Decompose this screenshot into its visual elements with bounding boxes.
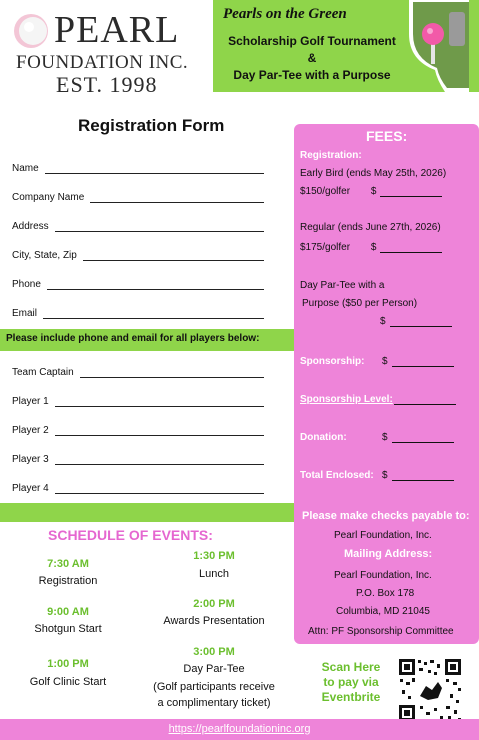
field-line[interactable]: [47, 279, 264, 290]
field-label: Name: [12, 163, 39, 174]
banner-title: Pearls on the Green: [223, 6, 347, 22]
field-line[interactable]: [55, 483, 264, 494]
event-name: Golf Clinic Start: [29, 676, 107, 688]
early-bird-price-row[interactable]: [300, 186, 442, 197]
address-line-4: Attn: PF Sponsorship Committee: [308, 626, 454, 637]
event-time: 1:00 PM: [47, 658, 89, 670]
banner-line-2: &: [307, 51, 317, 65]
field-label: City, State, Zip: [12, 250, 77, 261]
banner-line-1: Scholarship Golf Tournament: [228, 34, 396, 48]
address-line-3: Columbia, MD 21045: [336, 606, 430, 617]
day-partee-label-2: Purpose ($50 per Person): [302, 298, 418, 309]
field-label: Address: [12, 221, 49, 232]
field-line[interactable]: [43, 308, 264, 319]
form-title: Registration Form: [78, 116, 225, 135]
field-label: Player 4: [12, 483, 49, 494]
amount-line[interactable]: [392, 357, 454, 367]
field-line[interactable]: [45, 163, 264, 174]
payee: Pearl Foundation, Inc.: [334, 530, 432, 541]
field-label: Player 3: [12, 454, 49, 465]
event-note: a complimentary ticket): [157, 697, 271, 709]
dollar-sign: $: [382, 356, 388, 367]
name-field[interactable]: [12, 158, 264, 174]
dollar-sign: $: [382, 470, 388, 481]
scan-to-pay: [306, 660, 396, 705]
field-line[interactable]: [55, 454, 264, 465]
player-3-field[interactable]: [12, 449, 264, 465]
field-line[interactable]: [55, 425, 264, 436]
dollar-sign: $: [382, 432, 388, 443]
city-state-zip-field[interactable]: [12, 245, 264, 261]
players-note: Please include phone and email for all players below:: [6, 333, 260, 344]
field-line[interactable]: [55, 221, 264, 232]
event-time: 2:00 PM: [193, 598, 235, 610]
field-label: Player 1: [12, 396, 49, 407]
dollar-sign: $: [380, 316, 386, 327]
regular-price: $175/golfer: [300, 242, 351, 253]
sponsorship-amount-row[interactable]: [382, 356, 454, 367]
scan-line-3: Eventbrite: [321, 690, 381, 704]
event-time: 9:00 AM: [47, 606, 89, 618]
logo-established: EST. 1998: [56, 72, 158, 97]
address-field[interactable]: [12, 216, 264, 232]
early-bird-price: $150/golfer: [300, 186, 351, 197]
event-time: 3:00 PM: [193, 646, 235, 658]
field-line[interactable]: [55, 396, 264, 407]
sponsorship-level-row[interactable]: [390, 394, 456, 405]
team-captain-field[interactable]: [12, 362, 264, 378]
address-line-1: Pearl Foundation, Inc.: [334, 570, 432, 581]
field-line[interactable]: [80, 367, 264, 378]
qr-code-icon[interactable]: [398, 658, 462, 722]
event-note: (Golf participants receive: [153, 681, 275, 693]
fees-title: FEES:: [366, 128, 408, 144]
logo-subtitle: FOUNDATION INC.: [16, 52, 189, 73]
fees-panel: [294, 124, 479, 644]
player-2-field[interactable]: [12, 420, 264, 436]
field-label: Team Captain: [12, 367, 74, 378]
scan-line-1: Scan Here: [321, 660, 381, 674]
field-label: Company Name: [12, 192, 85, 203]
event-name: Awards Presentation: [163, 615, 265, 627]
checks-note: Please make checks payable to:: [302, 510, 470, 522]
players-note-bar: [0, 329, 294, 351]
amount-line[interactable]: [380, 187, 442, 197]
company-name-field[interactable]: [12, 187, 264, 203]
amount-line[interactable]: [392, 471, 454, 481]
logo-title: PEARL: [54, 9, 180, 51]
donation-label: Donation:: [300, 432, 347, 443]
early-bird-label: Early Bird (ends May 25th, 2026): [300, 168, 447, 179]
day-partee-amount-row[interactable]: [380, 316, 452, 327]
golf-ball-photo: [405, 0, 469, 92]
event-time: 1:30 PM: [193, 550, 235, 562]
amount-line[interactable]: [394, 395, 456, 405]
email-field[interactable]: [12, 303, 264, 319]
regular-price-row[interactable]: [300, 242, 442, 253]
field-label: Phone: [12, 279, 41, 290]
phone-field[interactable]: [12, 274, 264, 290]
day-partee-label-1: Day Par-Tee with a: [300, 280, 385, 291]
total-label: Total Enclosed:: [300, 470, 374, 481]
field-label: Email: [12, 308, 38, 319]
amount-line[interactable]: [392, 433, 454, 443]
player-4-field[interactable]: [12, 478, 264, 494]
event-name: Lunch: [199, 568, 229, 580]
address-line-2: P.O. Box 178: [356, 588, 415, 599]
pearl-icon: [12, 12, 50, 50]
event-banner: [213, 0, 479, 92]
amount-line[interactable]: [380, 243, 442, 253]
event-time: 7:30 AM: [47, 558, 89, 570]
dollar-sign: $: [370, 242, 377, 253]
total-amount-row[interactable]: [382, 470, 454, 481]
amount-line[interactable]: [390, 317, 452, 327]
foundation-logo: [12, 8, 212, 98]
divider-bar: [0, 503, 294, 522]
banner-line-3: Day Par-Tee with a Purpose: [233, 68, 391, 82]
schedule-title: SCHEDULE OF EVENTS:: [48, 527, 213, 543]
sponsorship-label: Sponsorship:: [300, 356, 365, 367]
footer-bar: [0, 719, 479, 740]
event-name: Registration: [38, 575, 98, 587]
field-label: Player 2: [12, 425, 49, 436]
scan-line-2: to pay via: [323, 675, 379, 689]
event-name: Shotgun Start: [34, 623, 102, 635]
donation-amount-row[interactable]: [382, 432, 454, 443]
field-line[interactable]: [90, 192, 264, 203]
dollar-sign: $: [370, 186, 377, 197]
field-line[interactable]: [83, 250, 264, 261]
regular-label: Regular (ends June 27th, 2026): [300, 222, 441, 233]
player-1-field[interactable]: [12, 391, 264, 407]
registration-label: Registration:: [300, 150, 362, 161]
website-link[interactable]: https://pearlfoundationinc.org: [168, 723, 311, 735]
sponsorship-level-label: Sponsorship Level:: [300, 394, 393, 405]
mailing-label: Mailing Address:: [344, 548, 433, 560]
event-name: Day Par-Tee: [183, 663, 245, 675]
